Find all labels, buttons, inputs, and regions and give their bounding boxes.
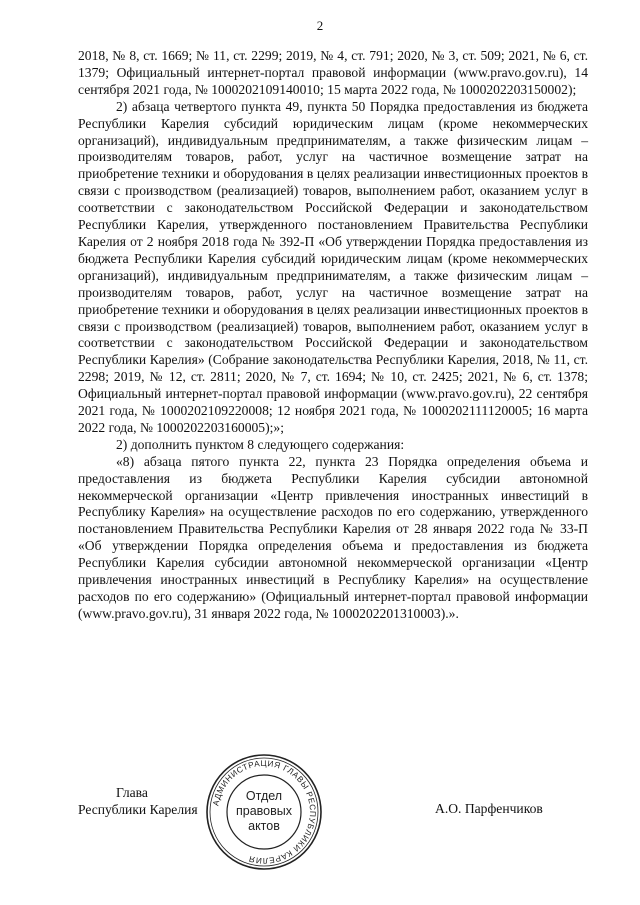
document-body: [78, 48, 588, 623]
paragraph-add-item-8: 2) дополнить пунктом 8 следующего содержания:: [116, 436, 405, 452]
page-number: 2: [316, 18, 324, 33]
paragraph-item-2-subsidies: 2) абзаца четвертого пункта 49, пункта 50 Порядка предоставления из бюджета Республики Карелия субсидий юридическим лицам (кроме некоммерческих организаций), индивидуальным предпринимателям, а также физическим лицам – производителям товаров, работ, услуг на частичное возмещение затрат на приобретение техники и оборудования в целях реализации инвестиционных проектов в связи с производством (реализацией) товаров, выполнением работ, оказанием услуг в соответствии с законодательством Российской Федерации и законодательством Республики Карелия, утвержденного постановлением Правительства Республики Карелия от 2 ноября 2018 года № 392-П «Об утверждении Порядка предоставления из бюджета Республики Карелия субсидий юридическим лицам (кроме некоммерческих организаций), индивидуальным предпринимателям, а также физическим лицам – производителям товаров, работ, услуг на частичное возмещение затрат на приобретение техники и оборудования в целях реализации инвестиционных проектов в связи с производством (реализацией) товаров, выполнением работ, оказанием услуг в соответствии с законодательством Российской Федерации и законодательством Республики Карелия» (Собрание законодательства Республики Карелия, 2018, № 11, ст. 2298; 2019, № 12, ст. 2811; 2020, № 7, ст. 1694; № 10, ст. 2425; 2021, № 6, ст. 1378; Официальный интернет-портал правовой информации (www.pravo.gov.ru), 22 сентября 2021 года, № 1000202109220008; 12 ноября 2021 года, № 1000202111120005; 16 марта 2022 года, № 1000202203160005);»;: [78, 98, 588, 435]
signatory-title-line1: Глава: [116, 785, 148, 800]
signatory-title-line2: Республики Карелия: [78, 802, 198, 817]
stamp-line3: актов: [248, 819, 280, 833]
paragraph-citation-continuation: 2018, № 8, ст. 1669; № 11, ст. 2299; 2019, № 4, ст. 791; 2020, № 3, ст. 509; 2021, № 6, ст. 1379; Официальный интернет-портал правовой информации (www.pravo.gov.ru), 14 сентября 2021 года, № 1000202109140010; 15 марта 2022 года, № 1000202203150002);: [78, 48, 588, 97]
stamp-line1: Отдел: [245, 789, 283, 803]
stamp-line2: правовых: [236, 804, 292, 818]
signature-block: [0, 758, 640, 892]
signatory-name: А.О. Парфенчиков: [435, 801, 543, 816]
official-stamp: [204, 752, 324, 872]
paragraph-item-8-text: «8) абзаца пятого пункта 22, пункта 23 Порядка определения объема и предоставления из бюджета Республики Карелия субсидии автономной некоммерческой организации «Центр привлечения иностранных инвестиций в Республику Карелия» на осуществление расходов по его содержанию, утвержденного постановлением Правительства Республики Карелия от 28 января 2022 года № 33-П «Об утверждении Порядка определения объема и предоставления из бюджета Республики Карелия субсидии автономной некоммерческой организации «Центр привлечения иностранных инвестиций в Республику Карелия» на осуществление расходов по его содержанию» (Официальный интернет-портал правовой информации (www.pravo.gov.ru), 31 января 2022 года, № 1000202201310003).».: [78, 453, 588, 621]
signatory-title: [78, 784, 198, 818]
stamp-ring-text: АДМИНИСТРАЦИЯ ГЛАВЫ РЕСПУБЛИКИ КАРЕЛИЯ: [211, 758, 318, 866]
